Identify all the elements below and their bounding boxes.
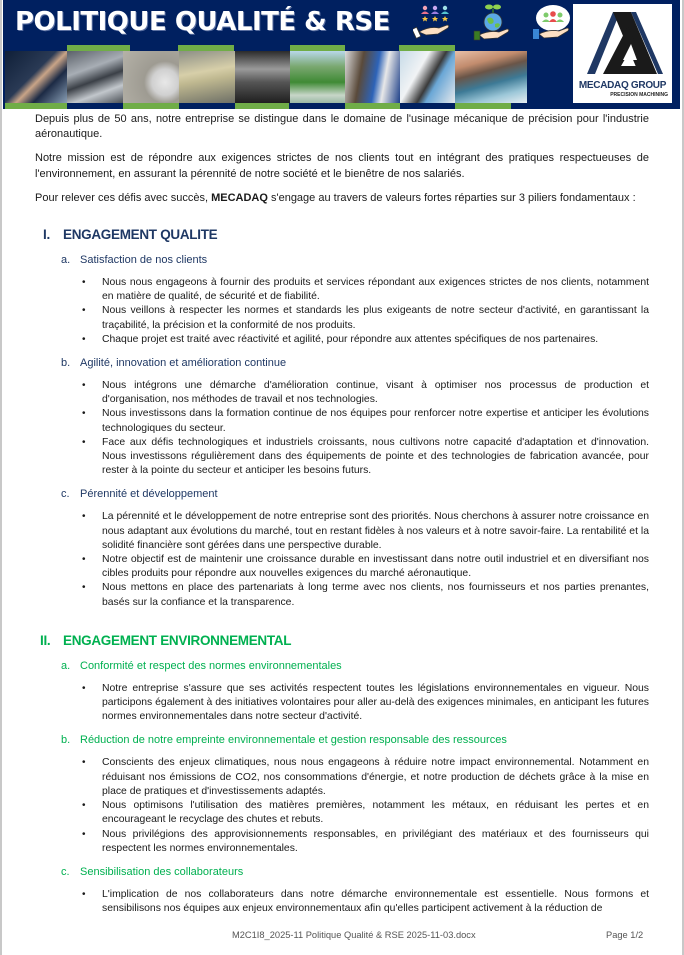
list-item: • Nous nous engageons à fournir des produits et services répondant aux exigences strictes de nos clients, notamment en matière de qualité, de sécurité et de fiabilité. bbox=[82, 276, 649, 304]
section-number: I. bbox=[43, 227, 50, 243]
subsection-letter: a. bbox=[61, 659, 71, 672]
subsection-letter: b. bbox=[61, 734, 71, 747]
intro-paragraph-2: Notre mission est de répondre aux exigences strictes de nos clients tout en intégrant des pratiques respectueuses de l'environnement, en assurant la pérennité de notre société et le bienêtre de nos salariés. bbox=[35, 152, 649, 180]
logo-tagline: PRECISION MACHINING bbox=[610, 92, 668, 98]
footer-page-number: Page 1/2 bbox=[606, 930, 644, 941]
subsection-heading bbox=[61, 865, 649, 880]
list-item: • La pérennité et le développement de notre entreprise sont des priorités. Nous cherchons à assurer notre croissance en nous adaptant aux évolutions du marché, tout en restant fidèles à nos valeurs et à notre savoir-faire. La rentabilité et la solidité financière sont gérées dans une perspective durable. bbox=[82, 510, 649, 553]
bullet-list bbox=[82, 756, 649, 855]
test-bench-photo bbox=[345, 51, 400, 103]
intro-paragraph-3 bbox=[35, 191, 649, 206]
section-heading-environment bbox=[40, 632, 649, 650]
page-footer bbox=[35, 930, 649, 948]
subsection-heading bbox=[61, 733, 649, 748]
list-item: • Nous investissons dans la formation continue de nos équipes pour renforcer notre expertise et anticiper les évolutions technologiques du secteur. bbox=[82, 407, 649, 435]
list-item: • Conscients des enjeux climatiques, nous nous engageons à réduire notre impact environnemental. Notamment en réduisant nos émissions de CO2, nos consommations d'énergie, et notre production de déchets grâce à la mise en place de pratiques et d'investissements adaptés. bbox=[82, 756, 649, 799]
list-item: • Notre objectif est de maintenir une croissance durable en investissant dans notre outil industriel et en diversifiant nos cibles produits pour répondre aux nouvelles exigences du marché aéronautique. bbox=[82, 553, 649, 581]
hand-team-icon bbox=[529, 2, 574, 42]
section-title: ENGAGEMENT ENVIRONNEMENTAL bbox=[63, 632, 292, 648]
bullet-list bbox=[82, 510, 649, 609]
list-item: • Notre entreprise s'assure que ses activités respectent toutes les législations environnementales en vigueur. Nous participons également à des initiatives volontaires pour aller au-delà des exigences minimales, en anticipant les futures normes environnementales dans notre secteur d'activité. bbox=[82, 682, 649, 725]
bullet-list bbox=[82, 682, 649, 725]
team-photo bbox=[5, 51, 67, 103]
list-item: • Nous optimisons l'utilisation des matières premières, notamment les métaux, en réduisant les pertes et en encourageant le recyclage des chutes et rebuts. bbox=[82, 799, 649, 827]
section-heading-quality bbox=[43, 226, 649, 244]
subsection-letter: c. bbox=[61, 488, 70, 501]
machining-photo bbox=[67, 51, 123, 103]
list-item: • Nous privilégions des approvisionnements responsables, en privilégiant des matériaux et des fournisseurs qui respectent les normes environnementales. bbox=[82, 828, 649, 856]
subsection-title: Agilité, innovation et amélioration continue bbox=[80, 357, 287, 370]
list-item: • L'implication de nos collaborateurs dans notre démarche environnementale est essentielle. Nous formons et sensibilisons nos équipes aux enjeux environnementaux afin qu'elles participent activement à la réduction de bbox=[82, 888, 649, 916]
logo-company-name: MECADAQ GROUP bbox=[578, 80, 667, 91]
list-item: • Nous mettons en place des partenariats à long terme avec nos clients, nos fournisseurs et nos parties prenantes, basés sur la confiance et la transparence. bbox=[82, 581, 649, 609]
section-title: ENGAGEMENT QUALITE bbox=[63, 227, 218, 243]
subsection-letter: b. bbox=[61, 357, 71, 370]
workshop-photo bbox=[179, 51, 235, 103]
section-number: II. bbox=[40, 632, 51, 648]
subsection-heading bbox=[61, 487, 649, 502]
subsection-letter: c. bbox=[61, 865, 70, 878]
document-title: POLITIQUE QUALITÉ & RSE bbox=[15, 7, 390, 37]
list-item: • Nous veillons à respecter les normes et standards les plus exigeants de notre secteur d'activité, en garantissant la traçabilité, la précision et la conformité de nos produits. bbox=[82, 304, 649, 332]
bullet-list bbox=[82, 276, 649, 347]
header-banner bbox=[3, 0, 680, 109]
subsection-title: Conformité et respect des normes environnementales bbox=[80, 659, 342, 672]
header-icons bbox=[413, 2, 573, 42]
factory-photo bbox=[235, 51, 290, 103]
coast-photo bbox=[455, 51, 527, 103]
aero-part-photo bbox=[123, 51, 179, 103]
footer-filename: M2C1I8_2025-11 Politique Qualité & RSE 2025-11-03.docx bbox=[232, 930, 476, 941]
lab-operator-photo bbox=[400, 51, 455, 103]
company-name-bold: MECADAQ bbox=[211, 191, 268, 204]
company-logo bbox=[573, 4, 672, 103]
intro-p3-text-end: s'engage au travers de valeurs fortes réparties sur 3 piliers fondamentaux : bbox=[267, 191, 636, 204]
triangle-logo-icon bbox=[573, 4, 672, 79]
hand-globe-plant-icon bbox=[471, 2, 516, 42]
subsection-title: Réduction de notre empreinte environnementale et gestion responsable des ressources bbox=[80, 734, 507, 747]
valley-photo bbox=[290, 51, 345, 103]
list-item: • Chaque projet est traité avec réactivité et agilité, pour répondre aux attentes spécifiques de nos partenaires. bbox=[82, 333, 649, 347]
document-body bbox=[2, 109, 682, 948]
list-item: • Face aux défis technologiques et industriels croissants, nous cultivons notre capacité d'adaptation et d'innovation. Nous investissons régulièrement dans des équipements de pointe et des technologies de fabrication avancée, pour rester à la pointe du secteur et anticiper les besoins futurs. bbox=[82, 436, 649, 479]
intro-paragraph-1: Depuis plus de 50 ans, notre entreprise se distingue dans le domaine de l'usinage mécanique de précision pour l'industrie aéronautique. bbox=[35, 113, 649, 141]
subsection-title: Satisfaction de nos clients bbox=[80, 254, 208, 267]
bullet-list bbox=[82, 379, 649, 478]
photo-strip bbox=[3, 45, 573, 109]
subsection-heading bbox=[61, 253, 649, 268]
list-item: • Nous intégrons une démarche d'amélioration continue, visant à optimiser nos processus de production et d'organisation, nos méthodes de travail et nos technologies. bbox=[82, 379, 649, 407]
hand-stars-people-icon bbox=[413, 2, 458, 42]
subsection-heading bbox=[61, 356, 649, 371]
subsection-letter: a. bbox=[61, 254, 71, 267]
subsection-title: Pérennité et développement bbox=[80, 488, 218, 501]
subsection-heading bbox=[61, 659, 649, 674]
bullet-list bbox=[82, 888, 649, 916]
intro-p3-text: Pour relever ces défis avec succès, bbox=[35, 191, 212, 204]
subsection-title: Sensibilisation des collaborateurs bbox=[80, 865, 244, 878]
